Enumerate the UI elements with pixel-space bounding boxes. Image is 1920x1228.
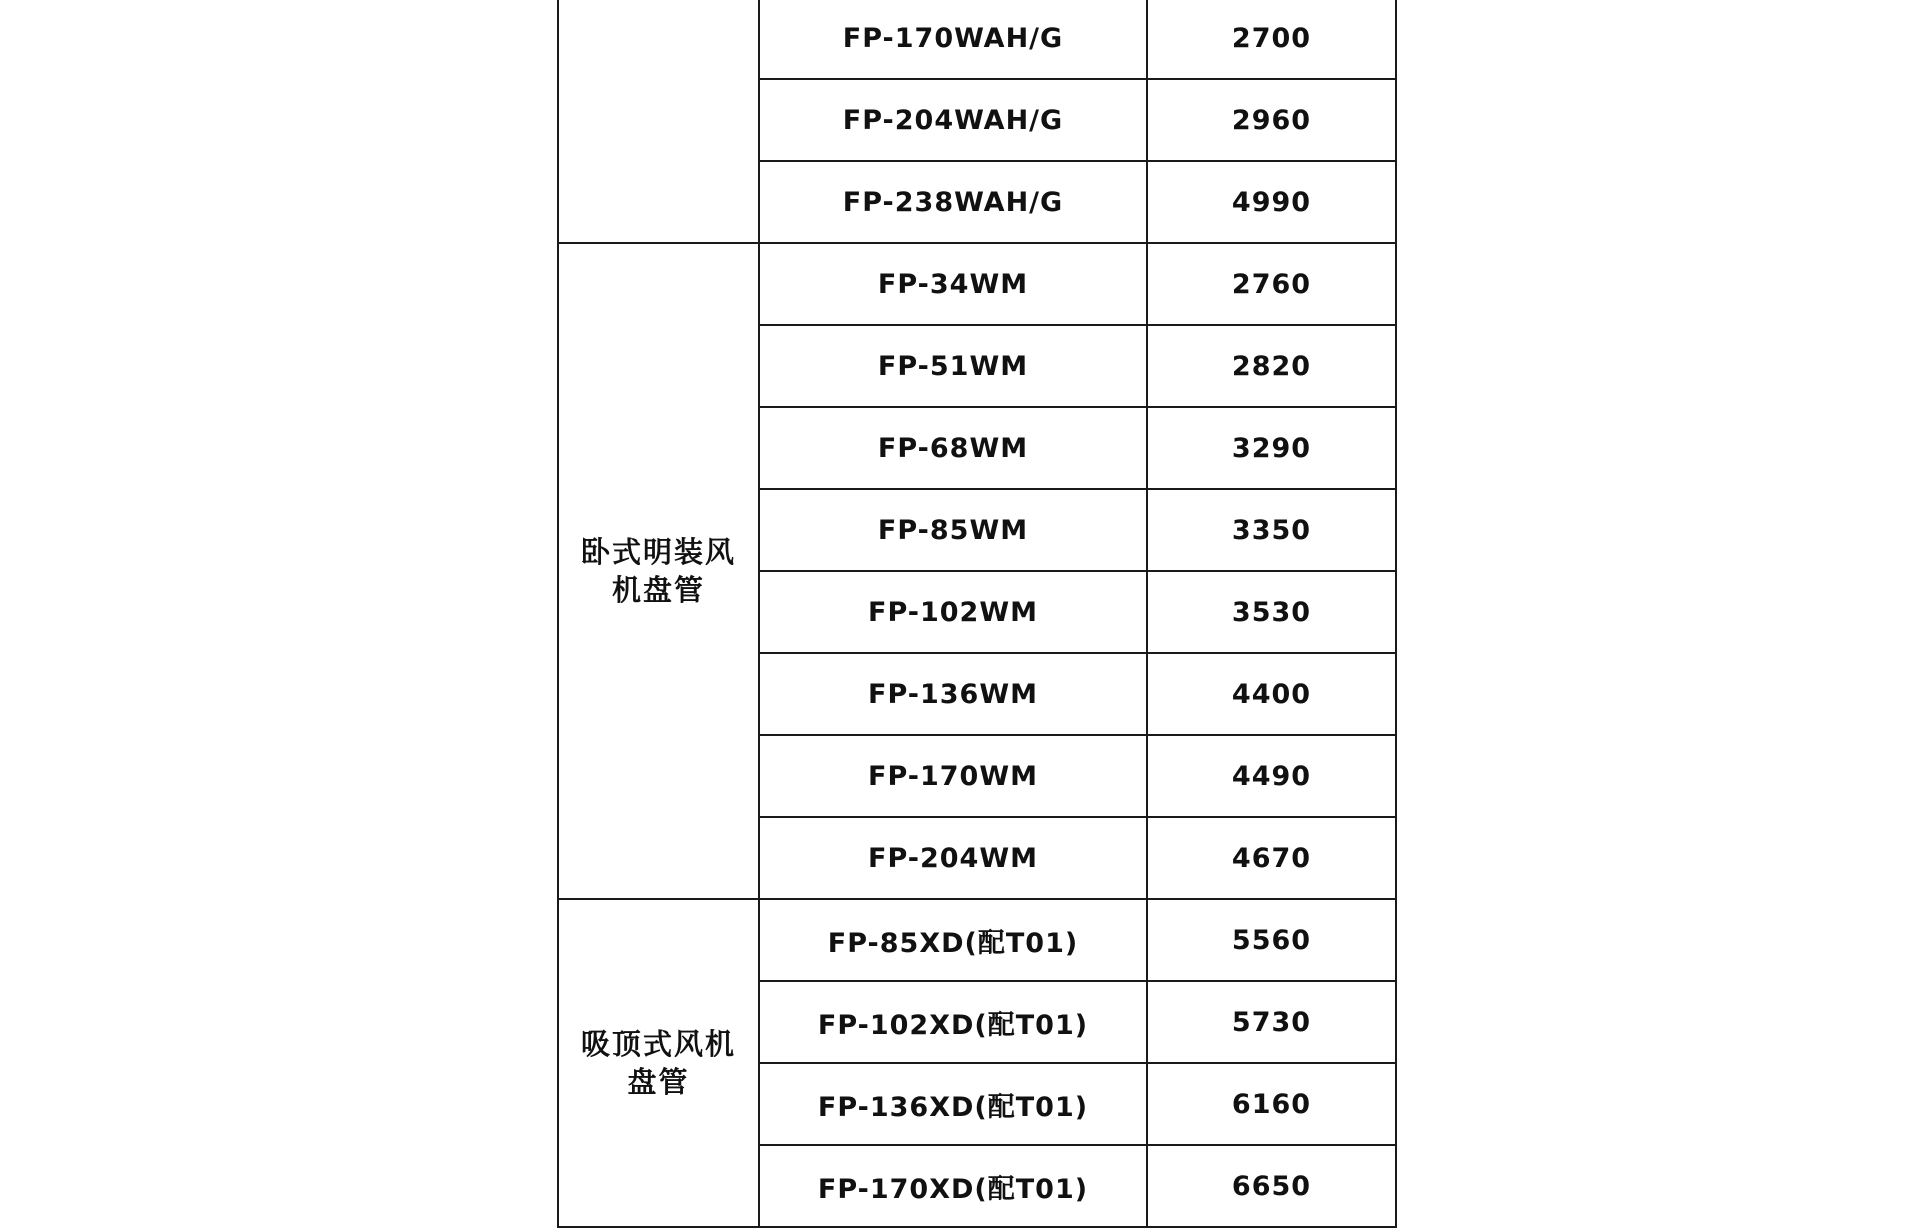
model-cell: FP-170XD(配T01) (759, 1145, 1147, 1227)
model-cell: FP-85WM (759, 489, 1147, 571)
category-cell-ceiling-mounted: 吸顶式风机盘管 (558, 899, 759, 1227)
model-cell: FP-136XD(配T01) (759, 1063, 1147, 1145)
price-cell: 4490 (1147, 735, 1396, 817)
model-cell: FP-51WM (759, 325, 1147, 407)
price-cell: 6650 (1147, 1145, 1396, 1227)
model-cell: FP-102XD(配T01) (759, 981, 1147, 1063)
model-cell: FP-85XD(配T01) (759, 899, 1147, 981)
model-cell: FP-238WAH/G (759, 161, 1147, 243)
category-cell-continued (558, 0, 759, 243)
model-cell: FP-170WM (759, 735, 1147, 817)
model-cell: FP-170WAH/G (759, 0, 1147, 79)
price-cell: 5730 (1147, 981, 1396, 1063)
model-cell: FP-204WM (759, 817, 1147, 899)
table-row (558, 0, 1396, 79)
model-cell: FP-34WM (759, 243, 1147, 325)
price-cell: 2960 (1147, 79, 1396, 161)
price-cell: 3290 (1147, 407, 1396, 489)
price-cell: 3350 (1147, 489, 1396, 571)
table-row (558, 243, 1396, 325)
model-cell: FP-204WAH/G (759, 79, 1147, 161)
price-cell: 5560 (1147, 899, 1396, 981)
model-cell: FP-136WM (759, 653, 1147, 735)
price-cell: 2760 (1147, 243, 1396, 325)
model-cell: FP-68WM (759, 407, 1147, 489)
price-cell: 3530 (1147, 571, 1396, 653)
price-cell: 4670 (1147, 817, 1396, 899)
price-cell: 2820 (1147, 325, 1396, 407)
category-cell-horizontal-exposed: 卧式明装风机盘管 (558, 243, 759, 899)
price-table (557, 0, 1397, 1228)
price-cell: 4990 (1147, 161, 1396, 243)
table-row (558, 899, 1396, 981)
price-table-body (558, 0, 1396, 1227)
price-cell: 2700 (1147, 0, 1396, 79)
price-cell: 6160 (1147, 1063, 1396, 1145)
price-cell: 4400 (1147, 653, 1396, 735)
model-cell: FP-102WM (759, 571, 1147, 653)
